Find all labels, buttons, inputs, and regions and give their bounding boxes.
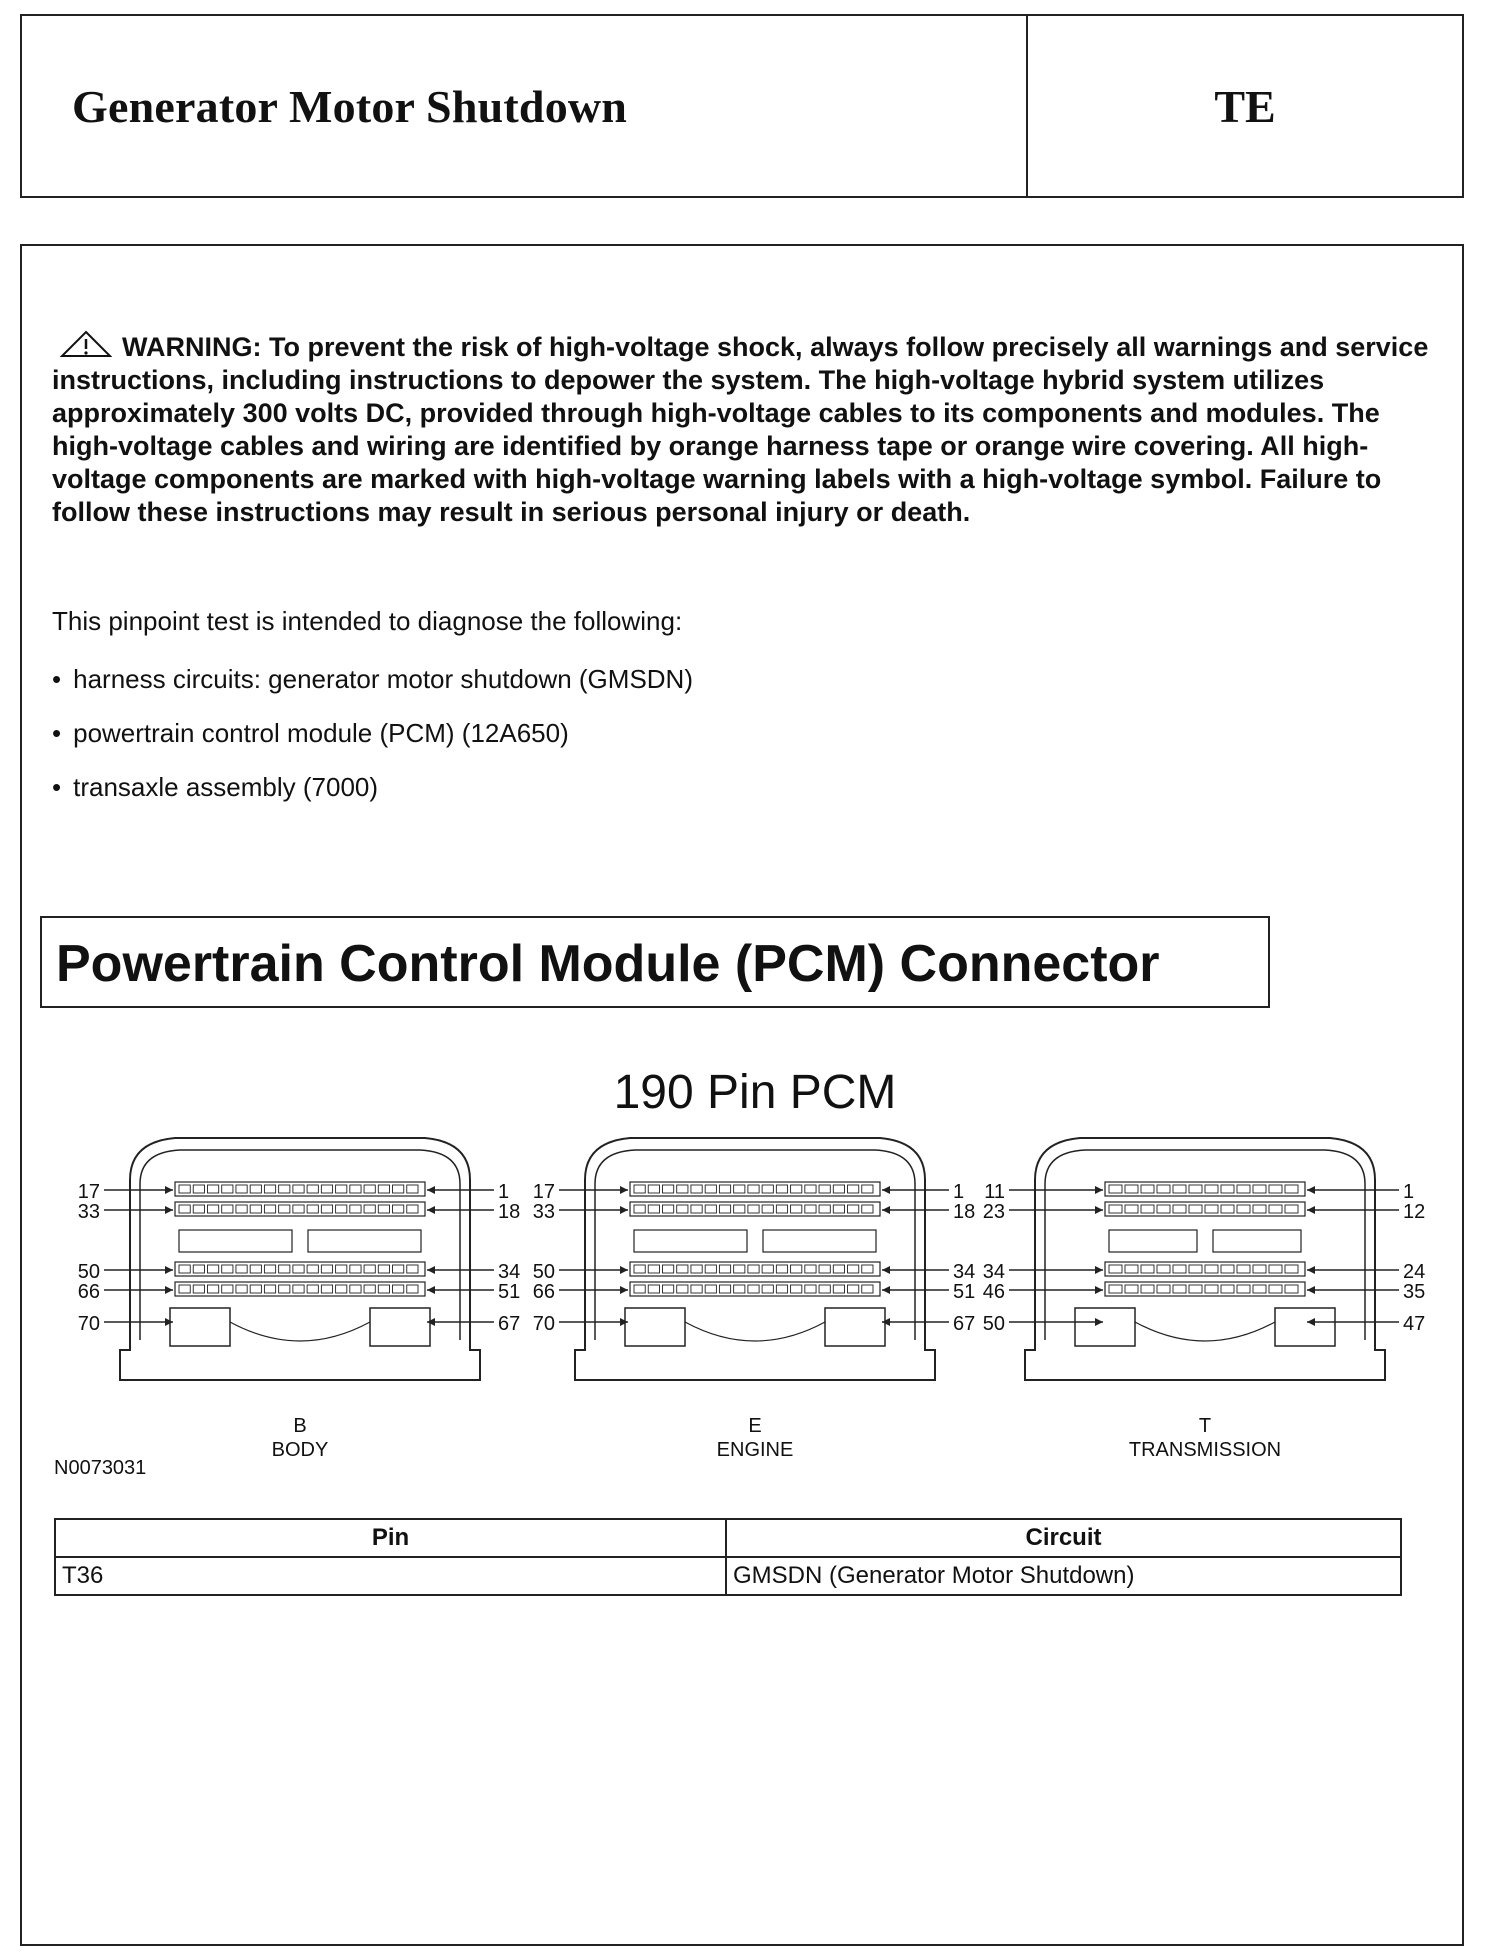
pcm-connector-diagram — [40, 1060, 1440, 1480]
arrowhead — [427, 1286, 435, 1294]
pin-row — [630, 1202, 880, 1216]
arrowhead — [1095, 1186, 1103, 1194]
arrowhead — [882, 1186, 890, 1194]
pin-label-left: 23 — [982, 1201, 1005, 1223]
arrowhead — [165, 1186, 173, 1194]
arrowhead — [427, 1318, 435, 1326]
connector-housing — [575, 1138, 935, 1380]
connector-slot — [179, 1230, 292, 1252]
pin-label-left: 66 — [532, 1281, 555, 1303]
warning-text: WARNING: To prevent the risk of high-voltage shock, always follow precisely all warnings and service instructions, including instructions to depower the system. The high-voltage hybrid system utilizes approximately 300 volts DC, provided through high-voltage cables to its components and modules. The high-voltage cables and wiring are identified by orange harness tape or orange wire covering. All high-voltage components are marked with high-voltage warning labels with a high-voltage symbol. Failure to follow these instructions may result in serious personal injury or death. — [52, 332, 1429, 527]
power-terminal — [625, 1308, 685, 1346]
column-header-pin: Pin — [55, 1519, 726, 1557]
pin-row — [175, 1262, 425, 1276]
page-title: Generator Motor Shutdown — [72, 81, 628, 132]
pin-label-left: 70 — [77, 1313, 100, 1335]
arrowhead — [882, 1318, 890, 1326]
arrowhead — [165, 1266, 173, 1274]
pin-row — [630, 1282, 880, 1296]
connector-slot — [1213, 1230, 1301, 1252]
connector-body — [78, 1138, 521, 1461]
pin-label-left: 50 — [77, 1261, 100, 1283]
section-title: Powertrain Control Module (PCM) Connector — [56, 935, 1160, 993]
arrowhead — [1307, 1266, 1315, 1274]
power-terminal — [1075, 1308, 1135, 1346]
intro-text: This pinpoint test is intended to diagnose the following: — [52, 606, 683, 636]
pin-label-right: 18 — [953, 1201, 976, 1223]
arrowhead — [1095, 1318, 1103, 1326]
connector-slot — [763, 1230, 876, 1252]
pin-row — [630, 1182, 880, 1196]
pin-label-right: 35 — [1403, 1281, 1426, 1303]
table-row — [55, 1557, 1401, 1595]
arrowhead — [165, 1318, 173, 1326]
list-item: • harness circuits: generator motor shutdown (GMSDN) — [52, 664, 693, 718]
pin-label-right: 51 — [498, 1281, 521, 1303]
pin-label-right: 12 — [1403, 1201, 1426, 1223]
arrowhead — [620, 1286, 628, 1294]
pin-label-left: 50 — [532, 1261, 555, 1283]
pin-label-left: 34 — [982, 1261, 1005, 1283]
arrowhead — [882, 1266, 890, 1274]
pin-label-right: 1 — [1403, 1181, 1415, 1203]
pin-label-left: 50 — [982, 1313, 1005, 1335]
pin-row — [630, 1262, 880, 1276]
terminal-bridge — [230, 1322, 370, 1341]
connector-letter: E — [748, 1415, 762, 1437]
connector-group — [78, 1138, 1426, 1461]
circuit-cell: GMSDN (Generator Motor Shutdown) — [726, 1557, 1401, 1595]
pin-label-right: 34 — [498, 1261, 521, 1283]
connector-inner-wall — [140, 1150, 460, 1340]
pin-label-right: 67 — [953, 1313, 976, 1335]
arrowhead — [1307, 1286, 1315, 1294]
arrowhead — [620, 1318, 628, 1326]
connector-slot — [308, 1230, 421, 1252]
arrowhead — [427, 1266, 435, 1274]
table-header-row — [55, 1519, 1401, 1557]
pin-row — [175, 1202, 425, 1216]
power-terminal — [170, 1308, 230, 1346]
connector-name: TRANSMISSION — [1128, 1439, 1282, 1461]
connector-engine — [533, 1138, 976, 1461]
power-terminal — [370, 1308, 430, 1346]
arrowhead — [427, 1206, 435, 1214]
pin-label-left: 11 — [984, 1181, 1005, 1203]
diagram-title: 190 Pin PCM — [613, 1066, 897, 1119]
pin-label-left: 33 — [532, 1201, 555, 1223]
warning-triangle-icon — [60, 330, 112, 358]
arrowhead — [882, 1206, 890, 1214]
connector-name: ENGINE — [716, 1439, 794, 1461]
list-item: • powertrain control module (PCM) (12A650) — [52, 718, 693, 772]
column-header-circuit: Circuit — [726, 1519, 1401, 1557]
pin-label-right: 18 — [498, 1201, 521, 1223]
diagnosis-list — [52, 664, 693, 826]
arrowhead — [620, 1266, 628, 1274]
power-terminal — [825, 1308, 885, 1346]
arrowhead — [165, 1286, 173, 1294]
arrowhead — [165, 1206, 173, 1214]
arrowhead — [1095, 1266, 1103, 1274]
pin-label-right: 1 — [498, 1181, 510, 1203]
connector-name: BODY — [271, 1439, 329, 1461]
pin-row — [175, 1182, 425, 1196]
connector-inner-wall — [595, 1150, 915, 1340]
pin-cell: T36 — [55, 1557, 726, 1595]
pin-label-right: 34 — [953, 1261, 976, 1283]
connector-slot — [1109, 1230, 1197, 1252]
terminal-bridge — [1135, 1322, 1275, 1341]
list-item: • transaxle assembly (7000) — [52, 772, 693, 826]
pin-label-right: 67 — [498, 1313, 521, 1335]
arrowhead — [1307, 1318, 1315, 1326]
arrowhead — [1095, 1206, 1103, 1214]
arrowhead — [620, 1186, 628, 1194]
connector-letter: B — [293, 1415, 307, 1437]
arrowhead — [1307, 1186, 1315, 1194]
section-code: TE — [1214, 81, 1276, 132]
pin-label-left: 33 — [77, 1201, 100, 1223]
figure-id: N0073031 — [54, 1457, 147, 1479]
connector-letter: T — [1198, 1415, 1212, 1437]
pin-circuit-table — [54, 1518, 1402, 1596]
pin-label-left: 17 — [77, 1181, 100, 1203]
pin-label-left: 17 — [532, 1181, 555, 1203]
pin-label-right: 1 — [953, 1181, 965, 1203]
pin-row — [175, 1282, 425, 1296]
pin-label-left: 46 — [982, 1281, 1005, 1303]
arrowhead — [1307, 1206, 1315, 1214]
connector-housing — [120, 1138, 480, 1380]
arrowhead — [427, 1186, 435, 1194]
terminal-bridge — [685, 1322, 825, 1341]
pin-label-right: 51 — [953, 1281, 976, 1303]
connector-inner-wall — [1045, 1150, 1365, 1340]
arrowhead — [1095, 1286, 1103, 1294]
connector-slot — [634, 1230, 747, 1252]
arrowhead — [882, 1286, 890, 1294]
warning-paragraph — [52, 330, 1432, 529]
connector-housing — [1025, 1138, 1385, 1380]
pin-label-right: 47 — [1403, 1313, 1426, 1335]
pin-label-right: 24 — [1403, 1261, 1426, 1283]
arrowhead — [620, 1206, 628, 1214]
power-terminal — [1275, 1308, 1335, 1346]
connector-transmission — [983, 1138, 1426, 1461]
pin-label-left: 66 — [77, 1281, 100, 1303]
pin-label-left: 70 — [532, 1313, 555, 1335]
